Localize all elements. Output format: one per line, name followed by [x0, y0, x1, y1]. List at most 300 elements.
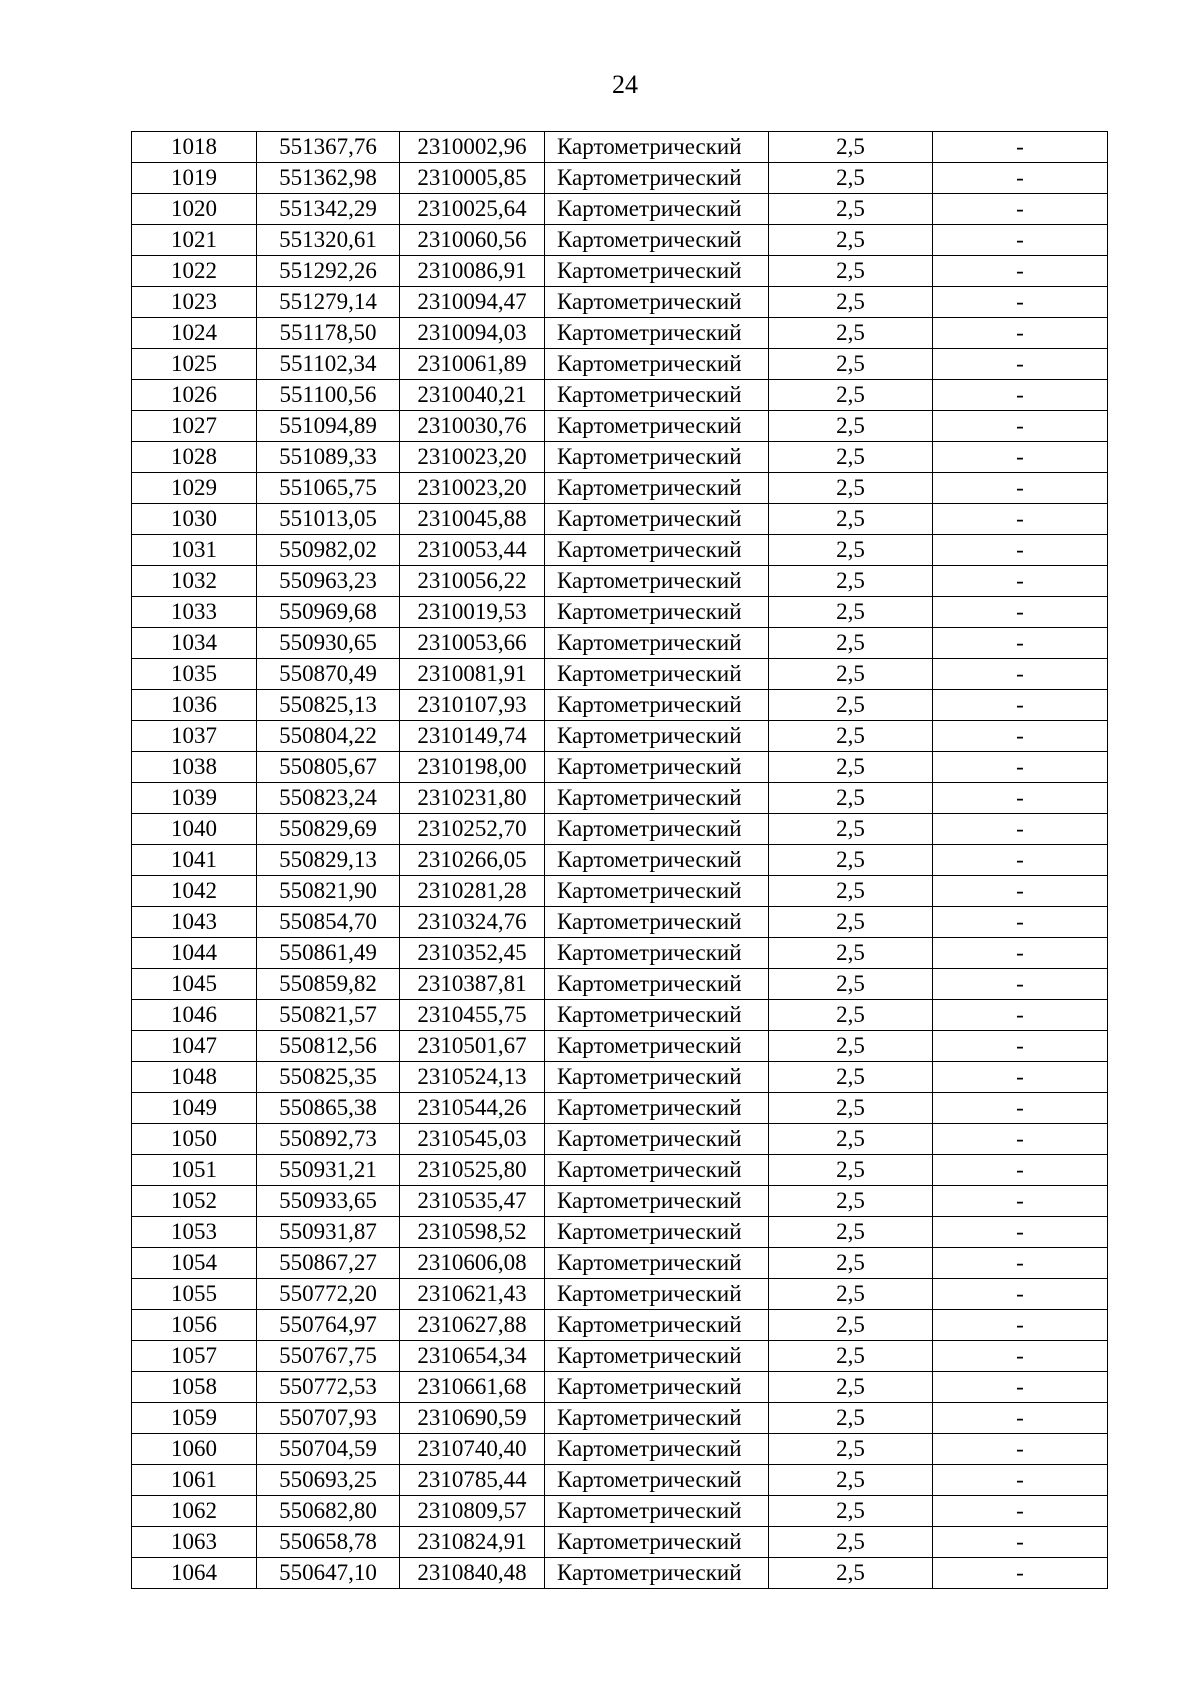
point-number-cell: 1039	[132, 783, 257, 814]
y-coordinate-cell: 2310149,74	[400, 721, 545, 752]
table-row	[132, 473, 1108, 504]
method-cell: Картометрический	[545, 628, 769, 659]
x-coordinate-cell: 550861,49	[257, 938, 400, 969]
point-number-cell: 1045	[132, 969, 257, 1000]
point-number-cell: 1056	[132, 1310, 257, 1341]
accuracy-cell: 2,5	[769, 907, 933, 938]
coordinates-table	[131, 131, 1108, 1589]
description-cell: -	[933, 566, 1108, 597]
x-coordinate-cell: 551320,61	[257, 225, 400, 256]
x-coordinate-cell: 550963,23	[257, 566, 400, 597]
x-coordinate-cell: 550865,38	[257, 1093, 400, 1124]
point-number-cell: 1040	[132, 814, 257, 845]
method-cell: Картометрический	[545, 969, 769, 1000]
y-coordinate-cell: 2310535,47	[400, 1186, 545, 1217]
accuracy-cell: 2,5	[769, 1062, 933, 1093]
method-cell: Картометрический	[545, 1155, 769, 1186]
accuracy-cell: 2,5	[769, 1093, 933, 1124]
table-row	[132, 411, 1108, 442]
table-row	[132, 349, 1108, 380]
table-row	[132, 690, 1108, 721]
point-number-cell: 1044	[132, 938, 257, 969]
y-coordinate-cell: 2310056,22	[400, 566, 545, 597]
table-row	[132, 442, 1108, 473]
table-row	[132, 1217, 1108, 1248]
accuracy-cell: 2,5	[769, 1527, 933, 1558]
accuracy-cell: 2,5	[769, 535, 933, 566]
x-coordinate-cell: 550854,70	[257, 907, 400, 938]
table-row	[132, 1279, 1108, 1310]
x-coordinate-cell: 550825,35	[257, 1062, 400, 1093]
accuracy-cell: 2,5	[769, 132, 933, 163]
y-coordinate-cell: 2310019,53	[400, 597, 545, 628]
description-cell: -	[933, 1527, 1108, 1558]
accuracy-cell: 2,5	[769, 1186, 933, 1217]
y-coordinate-cell: 2310094,47	[400, 287, 545, 318]
point-number-cell: 1026	[132, 380, 257, 411]
point-number-cell: 1060	[132, 1434, 257, 1465]
accuracy-cell: 2,5	[769, 845, 933, 876]
y-coordinate-cell: 2310086,91	[400, 256, 545, 287]
y-coordinate-cell: 2310525,80	[400, 1155, 545, 1186]
x-coordinate-cell: 551178,50	[257, 318, 400, 349]
x-coordinate-cell: 550829,69	[257, 814, 400, 845]
accuracy-cell: 2,5	[769, 318, 933, 349]
x-coordinate-cell: 550647,10	[257, 1558, 400, 1589]
point-number-cell: 1064	[132, 1558, 257, 1589]
x-coordinate-cell: 551342,29	[257, 194, 400, 225]
method-cell: Картометрический	[545, 1372, 769, 1403]
accuracy-cell: 2,5	[769, 1434, 933, 1465]
description-cell: -	[933, 1062, 1108, 1093]
table-row	[132, 1186, 1108, 1217]
table-row	[132, 1124, 1108, 1155]
point-number-cell: 1028	[132, 442, 257, 473]
y-coordinate-cell: 2310840,48	[400, 1558, 545, 1589]
method-cell: Картометрический	[545, 1124, 769, 1155]
accuracy-cell: 2,5	[769, 1217, 933, 1248]
point-number-cell: 1062	[132, 1496, 257, 1527]
accuracy-cell: 2,5	[769, 1310, 933, 1341]
table-row	[132, 907, 1108, 938]
table-row	[132, 721, 1108, 752]
method-cell: Картометрический	[545, 1062, 769, 1093]
table-row	[132, 659, 1108, 690]
accuracy-cell: 2,5	[769, 876, 933, 907]
accuracy-cell: 2,5	[769, 597, 933, 628]
accuracy-cell: 2,5	[769, 349, 933, 380]
point-number-cell: 1050	[132, 1124, 257, 1155]
x-coordinate-cell: 551100,56	[257, 380, 400, 411]
y-coordinate-cell: 2310387,81	[400, 969, 545, 1000]
accuracy-cell: 2,5	[769, 814, 933, 845]
x-coordinate-cell: 550931,87	[257, 1217, 400, 1248]
table-row	[132, 225, 1108, 256]
point-number-cell: 1023	[132, 287, 257, 318]
description-cell: -	[933, 783, 1108, 814]
x-coordinate-cell: 550823,24	[257, 783, 400, 814]
table-row	[132, 597, 1108, 628]
y-coordinate-cell: 2310324,76	[400, 907, 545, 938]
accuracy-cell: 2,5	[769, 1031, 933, 1062]
x-coordinate-cell: 551013,05	[257, 504, 400, 535]
accuracy-cell: 2,5	[769, 1341, 933, 1372]
point-number-cell: 1032	[132, 566, 257, 597]
point-number-cell: 1037	[132, 721, 257, 752]
description-cell: -	[933, 907, 1108, 938]
table-row	[132, 1062, 1108, 1093]
method-cell: Картометрический	[545, 845, 769, 876]
description-cell: -	[933, 163, 1108, 194]
table-row	[132, 1310, 1108, 1341]
y-coordinate-cell: 2310252,70	[400, 814, 545, 845]
accuracy-cell: 2,5	[769, 442, 933, 473]
description-cell: -	[933, 1496, 1108, 1527]
method-cell: Картометрический	[545, 1031, 769, 1062]
description-cell: -	[933, 938, 1108, 969]
description-cell: -	[933, 1217, 1108, 1248]
x-coordinate-cell: 550804,22	[257, 721, 400, 752]
accuracy-cell: 2,5	[769, 225, 933, 256]
x-coordinate-cell: 551094,89	[257, 411, 400, 442]
accuracy-cell: 2,5	[769, 659, 933, 690]
accuracy-cell: 2,5	[769, 1496, 933, 1527]
accuracy-cell: 2,5	[769, 1372, 933, 1403]
method-cell: Картометрический	[545, 442, 769, 473]
y-coordinate-cell: 2310198,00	[400, 752, 545, 783]
method-cell: Картометрический	[545, 1403, 769, 1434]
y-coordinate-cell: 2310030,76	[400, 411, 545, 442]
description-cell: -	[933, 597, 1108, 628]
table-row	[132, 194, 1108, 225]
point-number-cell: 1038	[132, 752, 257, 783]
description-cell: -	[933, 1403, 1108, 1434]
accuracy-cell: 2,5	[769, 969, 933, 1000]
method-cell: Картометрический	[545, 783, 769, 814]
method-cell: Картометрический	[545, 752, 769, 783]
description-cell: -	[933, 1341, 1108, 1372]
table-row	[132, 845, 1108, 876]
point-number-cell: 1034	[132, 628, 257, 659]
x-coordinate-cell: 550859,82	[257, 969, 400, 1000]
table-row	[132, 1465, 1108, 1496]
point-number-cell: 1057	[132, 1341, 257, 1372]
description-cell: -	[933, 1279, 1108, 1310]
x-coordinate-cell: 550870,49	[257, 659, 400, 690]
method-cell: Картометрический	[545, 411, 769, 442]
description-cell: -	[933, 318, 1108, 349]
x-coordinate-cell: 550930,65	[257, 628, 400, 659]
x-coordinate-cell: 550707,93	[257, 1403, 400, 1434]
y-coordinate-cell: 2310544,26	[400, 1093, 545, 1124]
point-number-cell: 1019	[132, 163, 257, 194]
x-coordinate-cell: 550772,53	[257, 1372, 400, 1403]
table-row	[132, 1527, 1108, 1558]
method-cell: Картометрический	[545, 876, 769, 907]
point-number-cell: 1018	[132, 132, 257, 163]
method-cell: Картометрический	[545, 256, 769, 287]
y-coordinate-cell: 2310501,67	[400, 1031, 545, 1062]
description-cell: -	[933, 473, 1108, 504]
method-cell: Картометрический	[545, 1341, 769, 1372]
accuracy-cell: 2,5	[769, 1403, 933, 1434]
accuracy-cell: 2,5	[769, 163, 933, 194]
accuracy-cell: 2,5	[769, 473, 933, 504]
y-coordinate-cell: 2310231,80	[400, 783, 545, 814]
point-number-cell: 1048	[132, 1062, 257, 1093]
method-cell: Картометрический	[545, 659, 769, 690]
x-coordinate-cell: 550931,21	[257, 1155, 400, 1186]
method-cell: Картометрический	[545, 163, 769, 194]
y-coordinate-cell: 2310524,13	[400, 1062, 545, 1093]
x-coordinate-cell: 550767,75	[257, 1341, 400, 1372]
x-coordinate-cell: 551102,34	[257, 349, 400, 380]
description-cell: -	[933, 1248, 1108, 1279]
y-coordinate-cell: 2310785,44	[400, 1465, 545, 1496]
description-cell: -	[933, 287, 1108, 318]
table-row	[132, 504, 1108, 535]
x-coordinate-cell: 550693,25	[257, 1465, 400, 1496]
point-number-cell: 1020	[132, 194, 257, 225]
method-cell: Картометрический	[545, 380, 769, 411]
table-row	[132, 1403, 1108, 1434]
method-cell: Картометрический	[545, 1558, 769, 1589]
point-number-cell: 1047	[132, 1031, 257, 1062]
point-number-cell: 1029	[132, 473, 257, 504]
method-cell: Картометрический	[545, 566, 769, 597]
description-cell: -	[933, 504, 1108, 535]
accuracy-cell: 2,5	[769, 783, 933, 814]
x-coordinate-cell: 551367,76	[257, 132, 400, 163]
y-coordinate-cell: 2310266,05	[400, 845, 545, 876]
method-cell: Картометрический	[545, 1496, 769, 1527]
point-number-cell: 1035	[132, 659, 257, 690]
accuracy-cell: 2,5	[769, 628, 933, 659]
table-row	[132, 1000, 1108, 1031]
x-coordinate-cell: 550892,73	[257, 1124, 400, 1155]
x-coordinate-cell: 551292,26	[257, 256, 400, 287]
x-coordinate-cell: 550982,02	[257, 535, 400, 566]
x-coordinate-cell: 550821,57	[257, 1000, 400, 1031]
table-row	[132, 1372, 1108, 1403]
accuracy-cell: 2,5	[769, 287, 933, 318]
description-cell: -	[933, 256, 1108, 287]
description-cell: -	[933, 411, 1108, 442]
point-number-cell: 1061	[132, 1465, 257, 1496]
method-cell: Картометрический	[545, 504, 769, 535]
table-row	[132, 783, 1108, 814]
description-cell: -	[933, 1434, 1108, 1465]
accuracy-cell: 2,5	[769, 256, 933, 287]
y-coordinate-cell: 2310545,03	[400, 1124, 545, 1155]
y-coordinate-cell: 2310045,88	[400, 504, 545, 535]
accuracy-cell: 2,5	[769, 566, 933, 597]
point-number-cell: 1055	[132, 1279, 257, 1310]
y-coordinate-cell: 2310023,20	[400, 442, 545, 473]
method-cell: Картометрический	[545, 1279, 769, 1310]
method-cell: Картометрический	[545, 814, 769, 845]
table-row	[132, 287, 1108, 318]
method-cell: Картометрический	[545, 690, 769, 721]
x-coordinate-cell: 550867,27	[257, 1248, 400, 1279]
accuracy-cell: 2,5	[769, 194, 933, 225]
y-coordinate-cell: 2310740,40	[400, 1434, 545, 1465]
table-row	[132, 876, 1108, 907]
description-cell: -	[933, 814, 1108, 845]
table-row	[132, 814, 1108, 845]
table-row	[132, 1558, 1108, 1589]
description-cell: -	[933, 876, 1108, 907]
y-coordinate-cell: 2310081,91	[400, 659, 545, 690]
y-coordinate-cell: 2310824,91	[400, 1527, 545, 1558]
description-cell: -	[933, 132, 1108, 163]
point-number-cell: 1024	[132, 318, 257, 349]
y-coordinate-cell: 2310060,56	[400, 225, 545, 256]
table-row	[132, 938, 1108, 969]
x-coordinate-cell: 551362,98	[257, 163, 400, 194]
point-number-cell: 1052	[132, 1186, 257, 1217]
x-coordinate-cell: 550933,65	[257, 1186, 400, 1217]
y-coordinate-cell: 2310455,75	[400, 1000, 545, 1031]
table-row	[132, 1248, 1108, 1279]
method-cell: Картометрический	[545, 1248, 769, 1279]
y-coordinate-cell: 2310661,68	[400, 1372, 545, 1403]
x-coordinate-cell: 550704,59	[257, 1434, 400, 1465]
method-cell: Картометрический	[545, 597, 769, 628]
method-cell: Картометрический	[545, 1434, 769, 1465]
method-cell: Картометрический	[545, 1093, 769, 1124]
table-row	[132, 163, 1108, 194]
y-coordinate-cell: 2310023,20	[400, 473, 545, 504]
description-cell: -	[933, 1031, 1108, 1062]
y-coordinate-cell: 2310606,08	[400, 1248, 545, 1279]
description-cell: -	[933, 690, 1108, 721]
y-coordinate-cell: 2310690,59	[400, 1403, 545, 1434]
point-number-cell: 1033	[132, 597, 257, 628]
description-cell: -	[933, 380, 1108, 411]
point-number-cell: 1054	[132, 1248, 257, 1279]
table-row	[132, 1155, 1108, 1186]
x-coordinate-cell: 550764,97	[257, 1310, 400, 1341]
description-cell: -	[933, 1186, 1108, 1217]
table-row	[132, 1341, 1108, 1372]
y-coordinate-cell: 2310005,85	[400, 163, 545, 194]
description-cell: -	[933, 1000, 1108, 1031]
y-coordinate-cell: 2310809,57	[400, 1496, 545, 1527]
description-cell: -	[933, 442, 1108, 473]
x-coordinate-cell: 550812,56	[257, 1031, 400, 1062]
description-cell: -	[933, 659, 1108, 690]
y-coordinate-cell: 2310040,21	[400, 380, 545, 411]
accuracy-cell: 2,5	[769, 721, 933, 752]
point-number-cell: 1030	[132, 504, 257, 535]
accuracy-cell: 2,5	[769, 1558, 933, 1589]
table-row	[132, 318, 1108, 349]
x-coordinate-cell: 551089,33	[257, 442, 400, 473]
x-coordinate-cell: 551065,75	[257, 473, 400, 504]
description-cell: -	[933, 752, 1108, 783]
method-cell: Картометрический	[545, 535, 769, 566]
table-row	[132, 1031, 1108, 1062]
accuracy-cell: 2,5	[769, 1465, 933, 1496]
method-cell: Картометрический	[545, 1310, 769, 1341]
method-cell: Картометрический	[545, 318, 769, 349]
y-coordinate-cell: 2310281,28	[400, 876, 545, 907]
method-cell: Картометрический	[545, 194, 769, 225]
description-cell: -	[933, 1372, 1108, 1403]
y-coordinate-cell: 2310621,43	[400, 1279, 545, 1310]
y-coordinate-cell: 2310352,45	[400, 938, 545, 969]
table-row	[132, 1434, 1108, 1465]
point-number-cell: 1046	[132, 1000, 257, 1031]
table-row	[132, 566, 1108, 597]
accuracy-cell: 2,5	[769, 1279, 933, 1310]
point-number-cell: 1051	[132, 1155, 257, 1186]
method-cell: Картометрический	[545, 938, 769, 969]
point-number-cell: 1058	[132, 1372, 257, 1403]
method-cell: Картометрический	[545, 1465, 769, 1496]
accuracy-cell: 2,5	[769, 411, 933, 442]
point-number-cell: 1063	[132, 1527, 257, 1558]
description-cell: -	[933, 845, 1108, 876]
method-cell: Картометрический	[545, 1000, 769, 1031]
y-coordinate-cell: 2310107,93	[400, 690, 545, 721]
y-coordinate-cell: 2310627,88	[400, 1310, 545, 1341]
y-coordinate-cell: 2310053,44	[400, 535, 545, 566]
x-coordinate-cell: 550658,78	[257, 1527, 400, 1558]
accuracy-cell: 2,5	[769, 1000, 933, 1031]
table-row	[132, 535, 1108, 566]
y-coordinate-cell: 2310025,64	[400, 194, 545, 225]
x-coordinate-cell: 550825,13	[257, 690, 400, 721]
accuracy-cell: 2,5	[769, 690, 933, 721]
accuracy-cell: 2,5	[769, 380, 933, 411]
description-cell: -	[933, 1465, 1108, 1496]
method-cell: Картометрический	[545, 287, 769, 318]
accuracy-cell: 2,5	[769, 1248, 933, 1279]
coordinates-table-body	[132, 132, 1108, 1589]
table-row	[132, 1496, 1108, 1527]
point-number-cell: 1022	[132, 256, 257, 287]
point-number-cell: 1021	[132, 225, 257, 256]
table-row	[132, 132, 1108, 163]
point-number-cell: 1025	[132, 349, 257, 380]
description-cell: -	[933, 194, 1108, 225]
accuracy-cell: 2,5	[769, 752, 933, 783]
x-coordinate-cell: 550829,13	[257, 845, 400, 876]
method-cell: Картометрический	[545, 349, 769, 380]
point-number-cell: 1043	[132, 907, 257, 938]
table-row	[132, 1093, 1108, 1124]
table-row	[132, 256, 1108, 287]
description-cell: -	[933, 628, 1108, 659]
table-row	[132, 380, 1108, 411]
point-number-cell: 1036	[132, 690, 257, 721]
method-cell: Картометрический	[545, 721, 769, 752]
description-cell: -	[933, 1124, 1108, 1155]
y-coordinate-cell: 2310598,52	[400, 1217, 545, 1248]
description-cell: -	[933, 1093, 1108, 1124]
x-coordinate-cell: 551279,14	[257, 287, 400, 318]
accuracy-cell: 2,5	[769, 1155, 933, 1186]
y-coordinate-cell: 2310053,66	[400, 628, 545, 659]
method-cell: Картометрический	[545, 473, 769, 504]
table-row	[132, 969, 1108, 1000]
method-cell: Картометрический	[545, 225, 769, 256]
point-number-cell: 1059	[132, 1403, 257, 1434]
method-cell: Картометрический	[545, 907, 769, 938]
description-cell: -	[933, 1155, 1108, 1186]
